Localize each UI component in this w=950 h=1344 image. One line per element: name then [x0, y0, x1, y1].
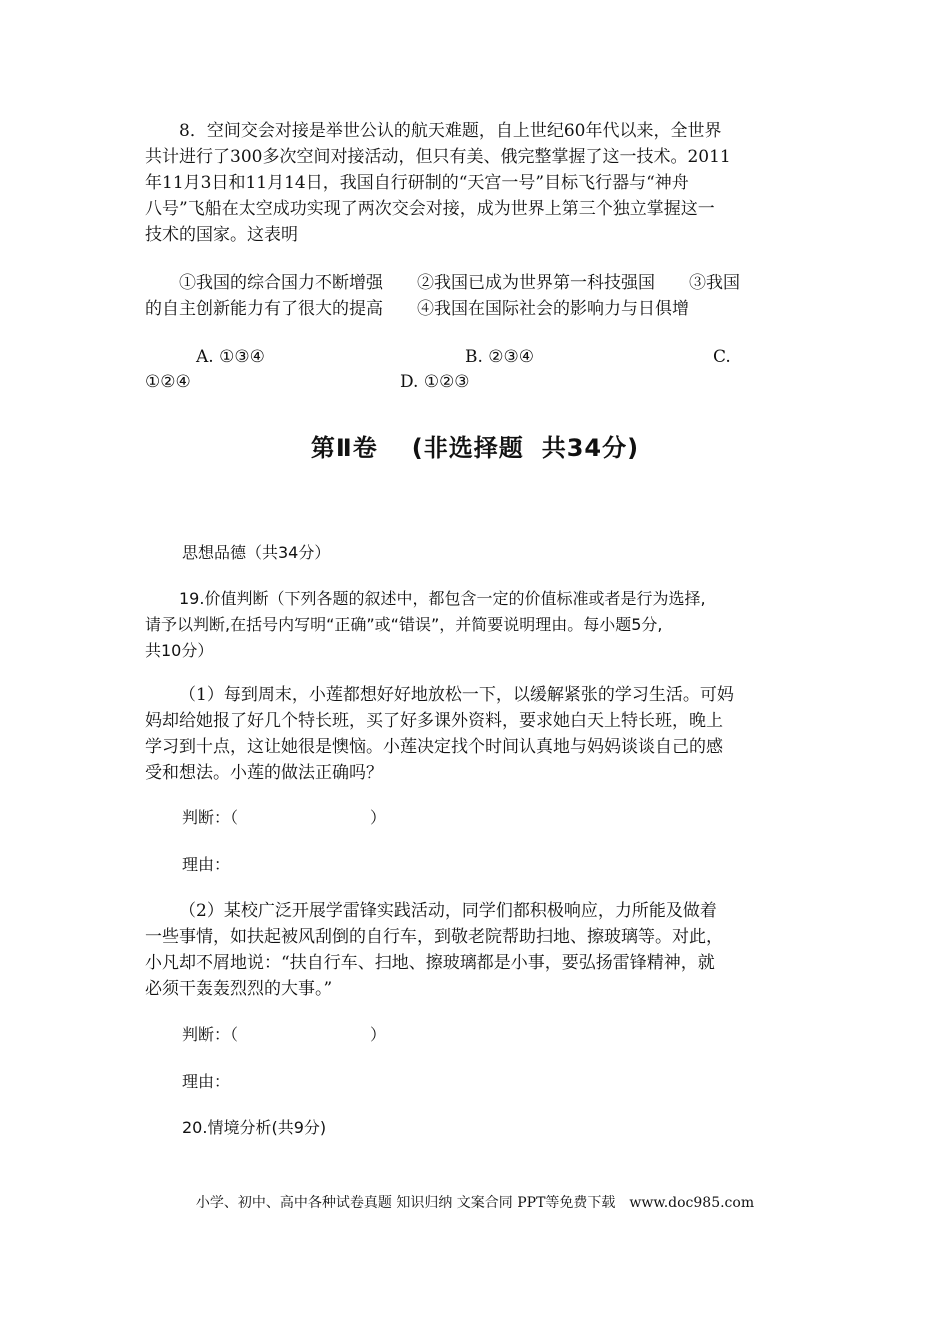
question-19-intro — [145, 586, 805, 664]
question-8-statements — [145, 270, 805, 322]
question-8-line: 技术的国家。这表明 — [145, 225, 298, 245]
question-8-line: 年11月3日和11月14日，我国自行研制的“天宫一号”目标飞行器与“神舟 — [145, 173, 689, 193]
option-d: D. ①②③ — [400, 372, 470, 392]
judge-close: ） — [370, 1025, 387, 1044]
section-title-volume: 第Ⅱ卷 — [310, 434, 378, 462]
page-footer: 小学、初中、高中各种试卷真题 知识归纳 文案合同 PPT等免费下载 www.doc985.com — [195, 1195, 755, 1211]
judge-label: 判断：（ — [182, 808, 239, 827]
section-title-subtitle: (非选择题 — [411, 434, 524, 462]
judge-line-2 — [182, 1022, 386, 1045]
subject-heading: 思想品德（共34分） — [182, 543, 331, 562]
statement-line: ①我国的综合国力不断增强 ②我国已成为世界第一科技强国 ③我国 — [179, 273, 740, 293]
question-8-line: 八号”飞船在太空成功实现了两次交会对接，成为世界上第三个独立掌握这一 — [145, 199, 715, 219]
reason-label-2: 理由： — [182, 1072, 231, 1091]
option-c-value: ①②④ — [145, 372, 191, 392]
option-b: B. ②③④ — [465, 347, 535, 367]
option-a: A. ①③④ — [196, 347, 265, 367]
statement-line: 的自主创新能力有了很大的提高 ④我国在国际社会的影响力与日俱增 — [145, 299, 689, 319]
reason-label-1: 理由： — [182, 855, 231, 874]
judge-label: 判断：（ — [182, 1025, 239, 1044]
part-2-line: 必须干轰轰烈烈的大事。” — [145, 979, 333, 999]
question-8-line: 共计进行了300多次空间对接活动，但只有美、俄完整掌握了这一技术。2011 — [145, 147, 731, 167]
section-title — [0, 428, 950, 463]
judge-line-1 — [182, 805, 386, 828]
part-1-line: （1）每到周末，小莲都想好好地放松一下，以缓解紧张的学习生活。可妈 — [179, 685, 734, 705]
part-1-line: 学习到十点，这让她很是懊恼。小莲决定找个时间认真地与妈妈谈谈自己的感 — [145, 737, 723, 757]
part-1-line: 受和想法。小莲的做法正确吗？ — [145, 763, 383, 783]
part-2-line: 一些事情，如扶起被风刮倒的自行车，到敬老院帮助扫地、擦玻璃等。对此， — [145, 927, 723, 947]
question-8-line: 8．空间交会对接是举世公认的航天难题，自上世纪60年代以来，全世界 — [179, 121, 722, 141]
question-8-stem — [145, 118, 805, 248]
question-19-line: 请予以判断,在括号内写明“正确”或“错误”，并简要说明理由。每小题5分, — [145, 615, 663, 634]
section-title-score: 共34分) — [541, 434, 640, 462]
question-19-part-2 — [145, 898, 805, 1002]
question-19-part-1 — [145, 682, 805, 786]
question-20-title: 20.情境分析(共9分) — [182, 1118, 327, 1137]
part-1-line: 妈却给她报了好几个特长班，买了好多课外资料，要求她白天上特长班，晚上 — [145, 711, 723, 731]
part-2-line: （2）某校广泛开展学雷锋实践活动，同学们都积极响应，力所能及做着 — [179, 901, 717, 921]
part-2-line: 小凡却不屑地说：“扶自行车、扫地、擦玻璃都是小事，要弘扬雷锋精神，就 — [145, 953, 715, 973]
question-19-line: 19.价值判断（下列各题的叙述中，都包含一定的价值标准或者是行为选择, — [179, 589, 706, 608]
judge-close: ） — [370, 808, 387, 827]
question-19-line: 共10分） — [145, 641, 214, 660]
option-c: C. — [713, 347, 731, 367]
